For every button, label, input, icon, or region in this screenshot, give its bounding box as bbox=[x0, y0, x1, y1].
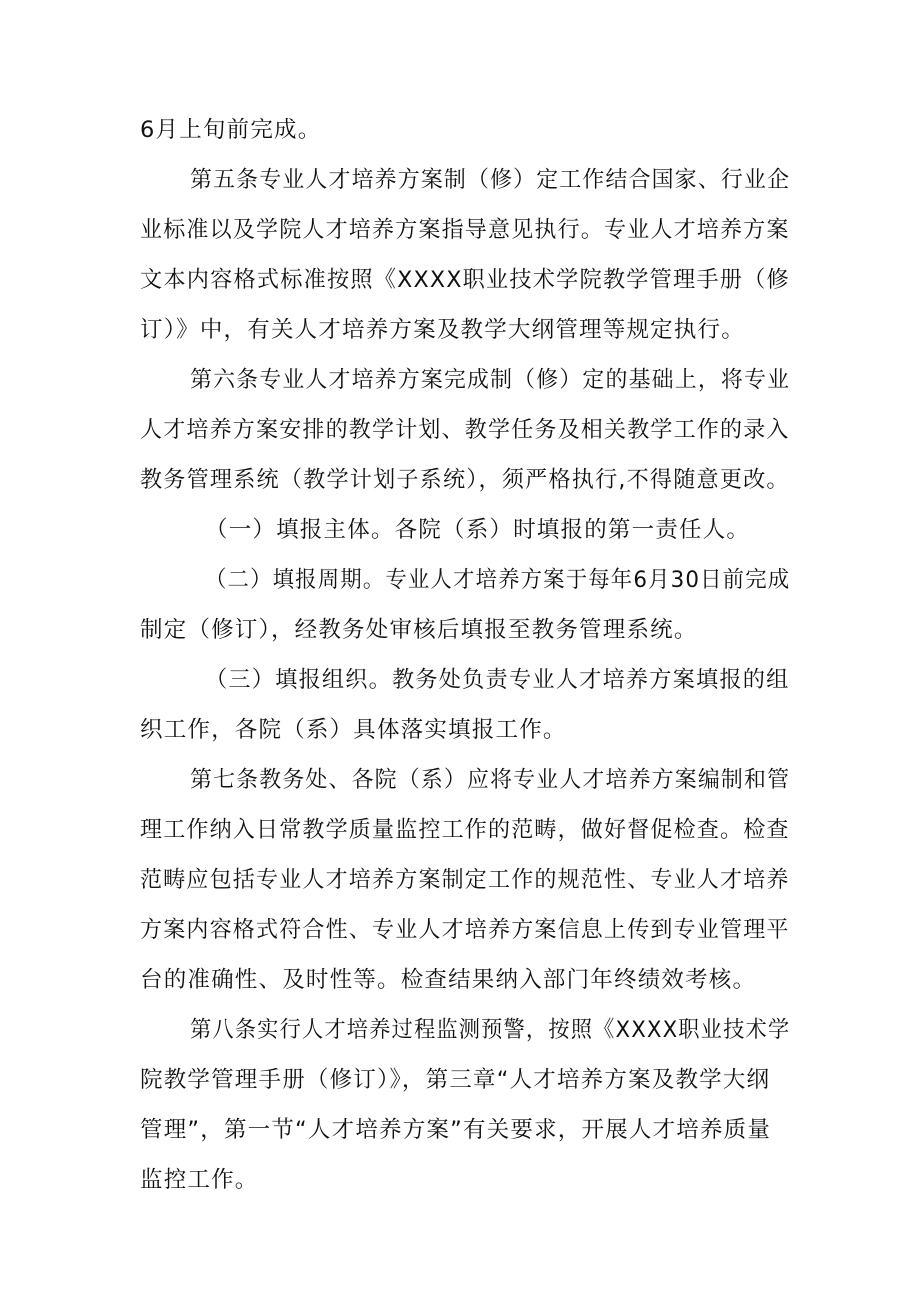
sub-item-1: （一）填报主体。各院（系）时填报的第一责任人。 bbox=[205, 517, 751, 543]
text-line: 6月上旬前完成。 bbox=[140, 117, 322, 143]
article-6-line: 人才培养方案安排的教学计划、教学任务及相关教学工作的录入 bbox=[140, 417, 790, 443]
article-5-line: 订）》中，有关人才培养方案及教学大纲管理等规定执行。 bbox=[140, 317, 745, 343]
article-8-line: 监控工作。 bbox=[140, 1167, 259, 1193]
article-7-line: 台的准确性、及时性等。检查结果纳入部门年终绩效考核。 bbox=[140, 967, 757, 993]
article-5-line: 第五条专业人才培养方案制（修）定工作结合国家、行业企 bbox=[190, 167, 791, 193]
article-5-line: 业标准以及学院人才培养方案指导意见执行。专业人才培养方案 bbox=[140, 217, 790, 243]
sub-item-3: 织工作，各院（系）具体落实填报工作。 bbox=[140, 717, 567, 743]
sub-item-2: （二）填报周期。专业人才培养方案于每年6月30日前完成 bbox=[205, 567, 791, 593]
article-7-line: 范畴应包括专业人才培养方案制定工作的规范性、专业人才培养 bbox=[140, 867, 790, 893]
article-7-line: 理工作纳入日常教学质量监控工作的范畴，做好督促检查。检查 bbox=[140, 817, 790, 843]
article-7-line: 第七条教务处、各院（系）应将专业人才培养方案编制和管 bbox=[190, 767, 791, 793]
article-7-line: 方案内容格式符合性、专业人才培养方案信息上传到专业管理平 bbox=[140, 917, 790, 943]
article-6-line: 教务管理系统（教学计划子系统），须严格执行,不得随意更改。 bbox=[140, 467, 790, 493]
article-8-line: 第八条实行人才培养过程监测预警，按照《XXXX职业技术学 bbox=[190, 1017, 791, 1043]
article-6-line: 第六条专业人才培养方案完成制（修）定的基础上，将专业 bbox=[190, 367, 791, 393]
article-5-line: 文本内容格式标准按照《XXXX职业技术学院教学管理手册（修 bbox=[140, 267, 790, 293]
sub-item-2: 制定（修订），经教务处审核后填报至教务管理系统。 bbox=[140, 617, 698, 643]
article-8-line: 管理”，第一节“人才培养方案”有关要求，开展人才培养质量 bbox=[140, 1117, 772, 1143]
article-8-line: 院教学管理手册（修订）》，第三章“人才培养方案及教学大纲 bbox=[140, 1067, 771, 1093]
sub-item-3: （三）填报组织。教务处负责专业人才培养方案填报的组 bbox=[205, 667, 790, 693]
